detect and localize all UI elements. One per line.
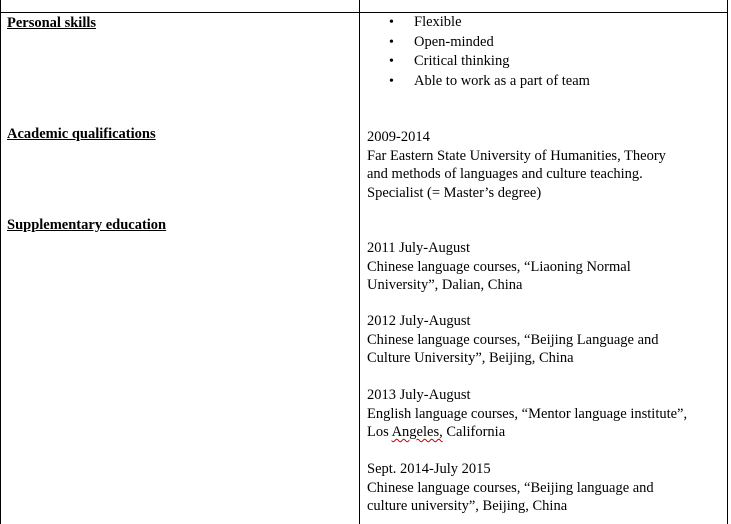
supplementary-entry xyxy=(367,312,727,368)
entry-line: English language courses, “Mentor language institute”, xyxy=(367,405,688,422)
table-right-border xyxy=(727,0,728,524)
supplementary-entry xyxy=(367,386,727,442)
entry-text: Los xyxy=(367,424,392,440)
entry-date: 2013 July-August xyxy=(367,387,471,403)
table-top-border xyxy=(0,12,727,13)
academic-block xyxy=(367,128,727,202)
academic-line: Far Eastern State University of Humanities, Theory xyxy=(367,147,666,164)
table-left-border xyxy=(0,0,1,524)
academic-line: and methods of languages and culture teaching. xyxy=(367,166,643,182)
supplementary-entry xyxy=(367,239,727,295)
skill-item: • Critical thinking xyxy=(367,52,590,72)
academic-line: Specialist (= Master’s degree) xyxy=(367,184,542,201)
supplementary-entry xyxy=(367,460,727,516)
entry-line: Chinese language courses, “Beijing Language and xyxy=(367,331,659,348)
spellcheck-flagged-word[interactable]: Angeles, xyxy=(391,424,443,440)
skill-item: • Open-minded xyxy=(367,33,590,53)
entry-text: California xyxy=(442,424,506,440)
entry-line: Culture University”, Beijing, China xyxy=(367,350,574,366)
academic-line: 2009-2014 xyxy=(367,129,430,145)
skill-item: • Flexible xyxy=(367,13,590,33)
entry-date: 2011 July-August xyxy=(367,240,470,256)
entry-date: Sept. 2014-July 2015 xyxy=(367,461,491,477)
academic-qualifications-heading: Academic qualifications xyxy=(7,126,156,142)
personal-skills-list xyxy=(367,13,590,91)
entry-line: Chinese language courses, “Beijing language and xyxy=(367,479,654,496)
supplementary-education-heading: Supplementary education xyxy=(7,217,167,233)
entry-line: Chinese language courses, “Liaoning Normal xyxy=(367,258,631,275)
entry-date: 2012 July-August xyxy=(367,313,471,329)
entry-line: University”, Dalian, China xyxy=(367,277,523,293)
personal-skills-heading: Personal skills xyxy=(7,15,97,31)
table-column-divider xyxy=(359,0,360,524)
entry-line: culture university”, Beijing, China xyxy=(367,498,568,514)
entry-line xyxy=(367,423,727,442)
skill-item: • Able to work as a part of team xyxy=(367,72,590,92)
